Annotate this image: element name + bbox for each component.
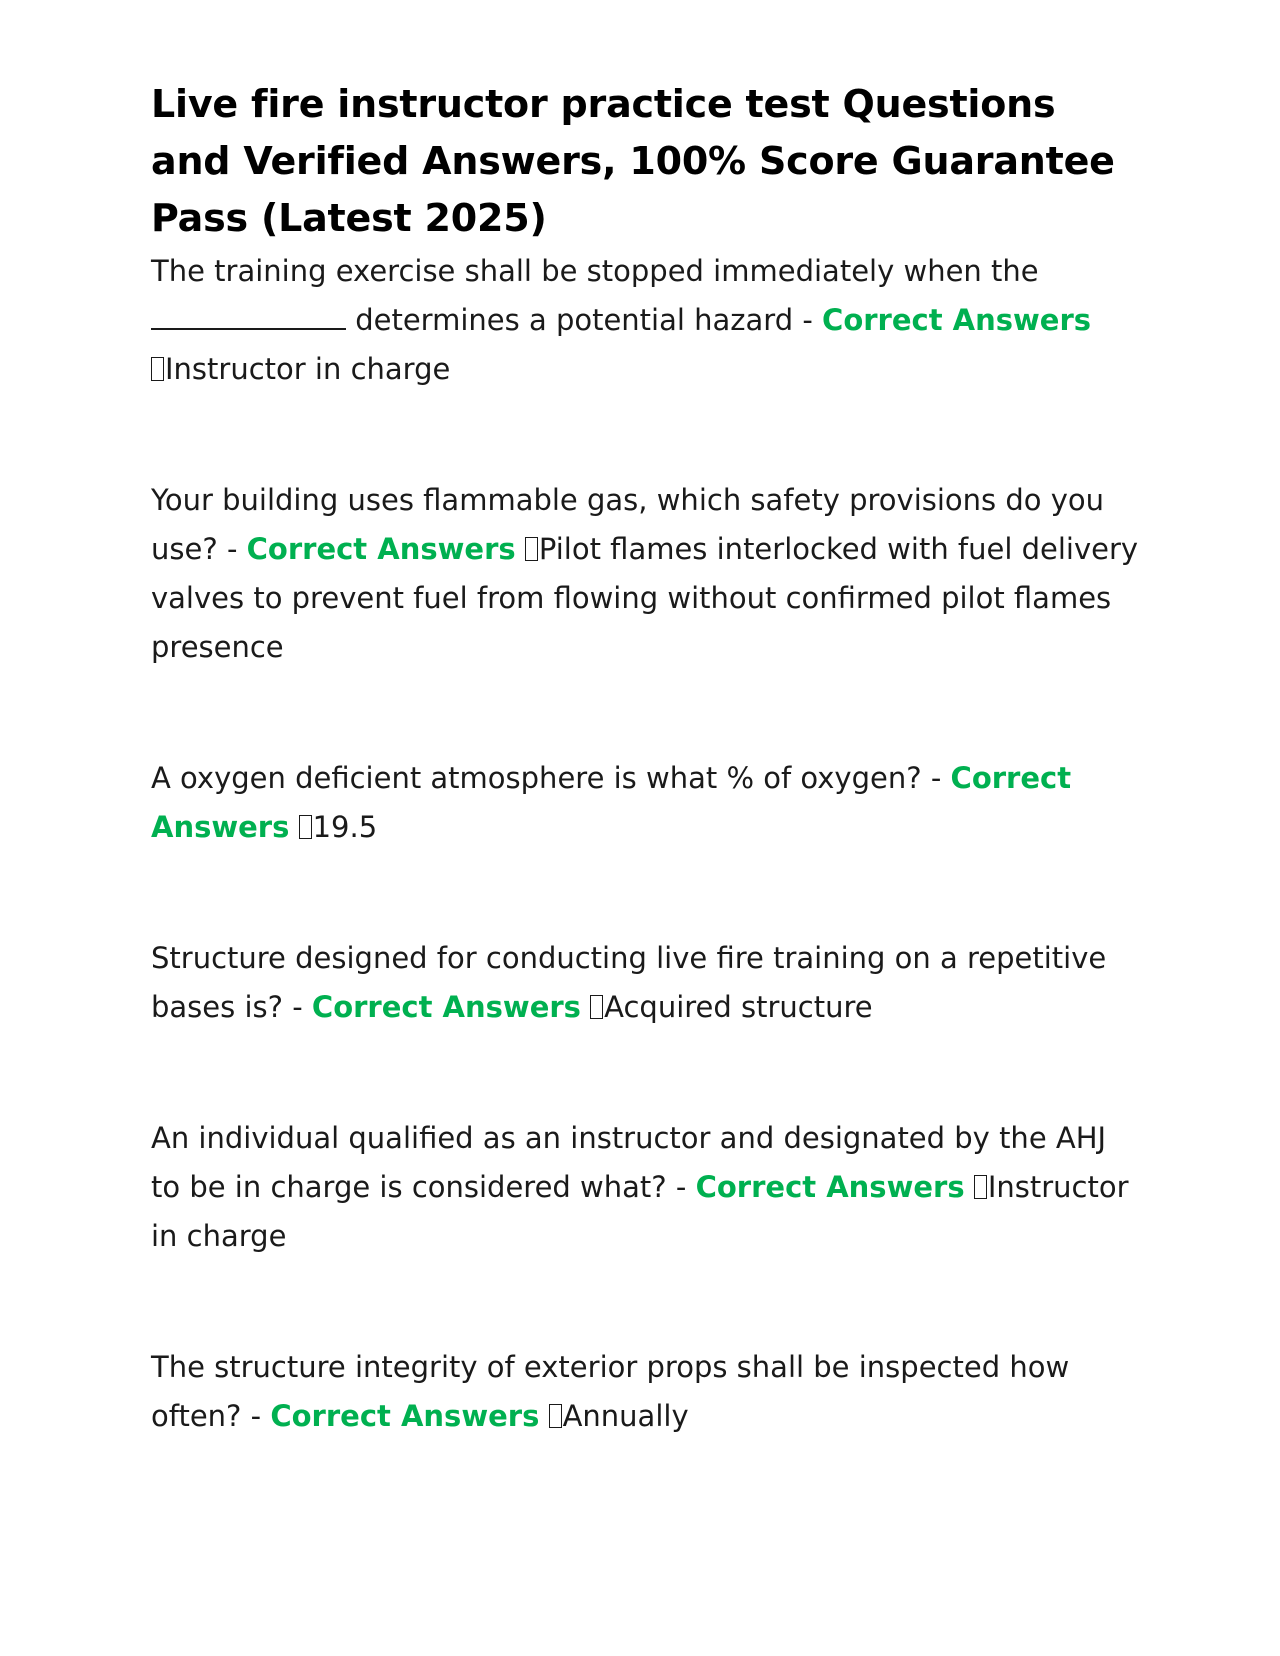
document-title: Live fire instructor practice test Questions and Verified Answers, 100% Score Guarantee Pass (Latest 2025): [151, 82, 1115, 240]
missing-glyph-box-icon: [299, 815, 312, 839]
missing-glyph-box-icon: [549, 1404, 562, 1428]
separator: -: [921, 761, 951, 795]
answer-text: Instructor in charge: [165, 352, 451, 386]
answer-text: Acquired structure: [604, 990, 873, 1024]
correct-answers-label: Correct Answers: [695, 1170, 965, 1204]
separator: -: [217, 532, 247, 566]
question-text: An individual qualified as an instructor and designated by the AHJ to be in charge is considered what?: [151, 1121, 1107, 1204]
separator: -: [241, 1399, 271, 1433]
qa-item-2: [151, 476, 1141, 672]
question-text: The structure integrity of exterior props shall be inspected how often?: [151, 1350, 1070, 1433]
qa-item-6: [151, 1343, 1141, 1441]
question-text: The training exercise shall be stopped immediately when the: [151, 254, 1039, 288]
correct-answers-label: Correct Answers: [151, 761, 1072, 844]
document-page: [151, 76, 1141, 1441]
correct-answers-label: Correct Answers: [270, 1399, 540, 1433]
answer-text: Instructor in charge: [151, 1170, 1129, 1253]
qa-item-4: [151, 934, 1141, 1032]
correct-answers-label: Correct Answers: [246, 532, 516, 566]
question-text-continued: determines a potential hazard: [355, 303, 794, 337]
correct-answers-label: Correct Answers: [822, 303, 1092, 337]
separator: -: [793, 303, 823, 337]
question-text: A oxygen deficient atmosphere is what % of oxygen?: [151, 761, 922, 795]
correct-answers-label: Correct Answers: [311, 990, 581, 1024]
question-text: Your building uses flammable gas, which safety provisions do you use?: [151, 483, 1105, 566]
missing-glyph-box-icon: [525, 537, 538, 561]
qa-item-3: [151, 754, 1141, 852]
fill-in-blank-line: [151, 298, 346, 330]
answer-text: Pilot flames interlocked with fuel delivery valves to prevent fuel from flowing without confirmed pilot flames presence: [151, 532, 1139, 664]
missing-glyph-box-icon: [590, 995, 603, 1019]
separator: -: [666, 1170, 696, 1204]
separator: -: [283, 990, 312, 1024]
answer-text: 19.5: [312, 810, 378, 844]
question-text: Structure designed for conducting live fire training on a repetitive bases is?: [151, 941, 1107, 1024]
qa-item-1: [151, 247, 1141, 394]
answer-text: Annually: [562, 1399, 689, 1433]
missing-glyph-box-icon: [151, 357, 164, 381]
qa-item-5: [151, 1114, 1141, 1261]
missing-glyph-box-icon: [974, 1175, 987, 1199]
